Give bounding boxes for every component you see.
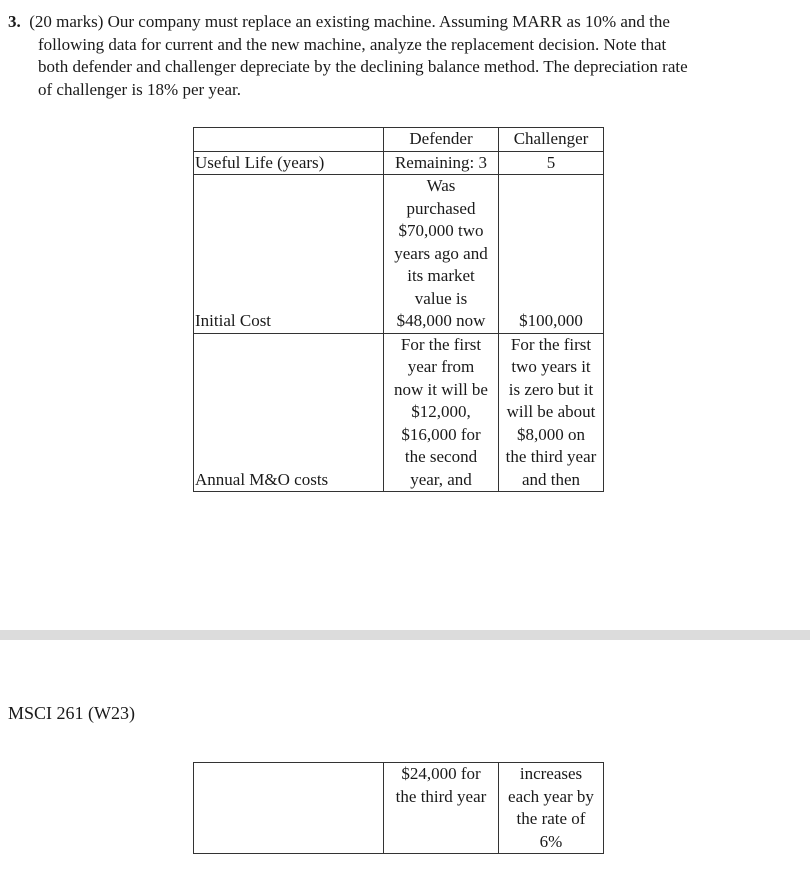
- question-text: [8, 11, 798, 101]
- header-defender: Defender: [384, 128, 499, 152]
- cell-line: now it will be: [394, 379, 488, 399]
- table-row: [194, 333, 604, 492]
- cell-line: the third year: [505, 447, 597, 466]
- question-line-1-text: (20 marks) Our company must replace an existing machine. Assuming MARR as 10% and the: [29, 12, 670, 31]
- row-label-initial-cost: Initial Cost: [194, 175, 384, 334]
- annual-costs-defender: [384, 333, 499, 492]
- cell-line: $24,000 for: [401, 764, 481, 783]
- cell-line: $100,000: [519, 311, 583, 330]
- cell-line: purchased: [406, 198, 476, 218]
- cell-line: and then: [521, 469, 581, 489]
- cell-line: each year by: [508, 786, 594, 806]
- cell-line: years ago and: [394, 243, 488, 263]
- cell-line: year, and: [410, 469, 472, 489]
- initial-cost-challenger: [499, 175, 604, 334]
- cell-line: its market: [407, 266, 475, 285]
- page-break: [0, 630, 810, 640]
- table-header-row: [194, 128, 604, 152]
- row-label-useful-life: Useful Life (years): [194, 151, 384, 175]
- useful-life-defender: [384, 151, 499, 175]
- continued-challenger: [499, 763, 604, 854]
- cell-line: $48,000 now: [396, 311, 486, 330]
- table-row: [194, 763, 604, 854]
- row-label-annual-costs: Annual M&O costs: [194, 333, 384, 492]
- cell-line: 6%: [539, 831, 563, 851]
- cell-line: For the first: [400, 334, 482, 354]
- continued-defender: [384, 763, 499, 854]
- annual-costs-challenger: [499, 333, 604, 492]
- table-row: [194, 175, 604, 334]
- question-number: 3.: [8, 12, 21, 31]
- question-line-3: both defender and challenger depreciate by the declining balance method. The depreciation rate: [38, 57, 688, 76]
- cell-line: year from: [407, 357, 475, 376]
- cell-line: $12,000,: [411, 402, 471, 421]
- cell-line: 5: [546, 152, 556, 172]
- useful-life-challenger: [499, 151, 604, 175]
- cell-line: Was: [426, 176, 456, 195]
- cell-line: $8,000 on: [517, 424, 585, 444]
- continued-label-cell: [194, 763, 384, 854]
- cell-line: $16,000 for: [401, 424, 481, 444]
- cell-line: For the first: [510, 334, 592, 354]
- header-label-cell: [194, 128, 384, 152]
- cell-line: two years it: [511, 357, 591, 376]
- cell-line: Remaining: 3: [394, 152, 488, 172]
- cell-line: increases: [519, 764, 583, 783]
- comparison-table-continued: [193, 762, 604, 854]
- cell-line: $70,000 two: [398, 221, 484, 240]
- cell-line: is zero but it: [508, 379, 594, 399]
- question-line-4: of challenger is 18% per year.: [38, 79, 241, 99]
- comparison-table: [193, 127, 604, 492]
- question-line-1: [8, 11, 798, 34]
- course-footer: MSCI 261 (W23): [8, 703, 135, 723]
- cell-line: will be about: [506, 402, 596, 421]
- table-row: [194, 151, 604, 175]
- cell-line: the rate of: [516, 809, 586, 828]
- cell-line: the third year: [395, 786, 487, 806]
- header-challenger: Challenger: [499, 128, 604, 152]
- cell-line: the second: [404, 447, 478, 466]
- initial-cost-defender: [384, 175, 499, 334]
- question-line-2: following data for current and the new machine, analyze the replacement decision. Note that: [38, 34, 667, 54]
- cell-line: value is: [414, 288, 468, 308]
